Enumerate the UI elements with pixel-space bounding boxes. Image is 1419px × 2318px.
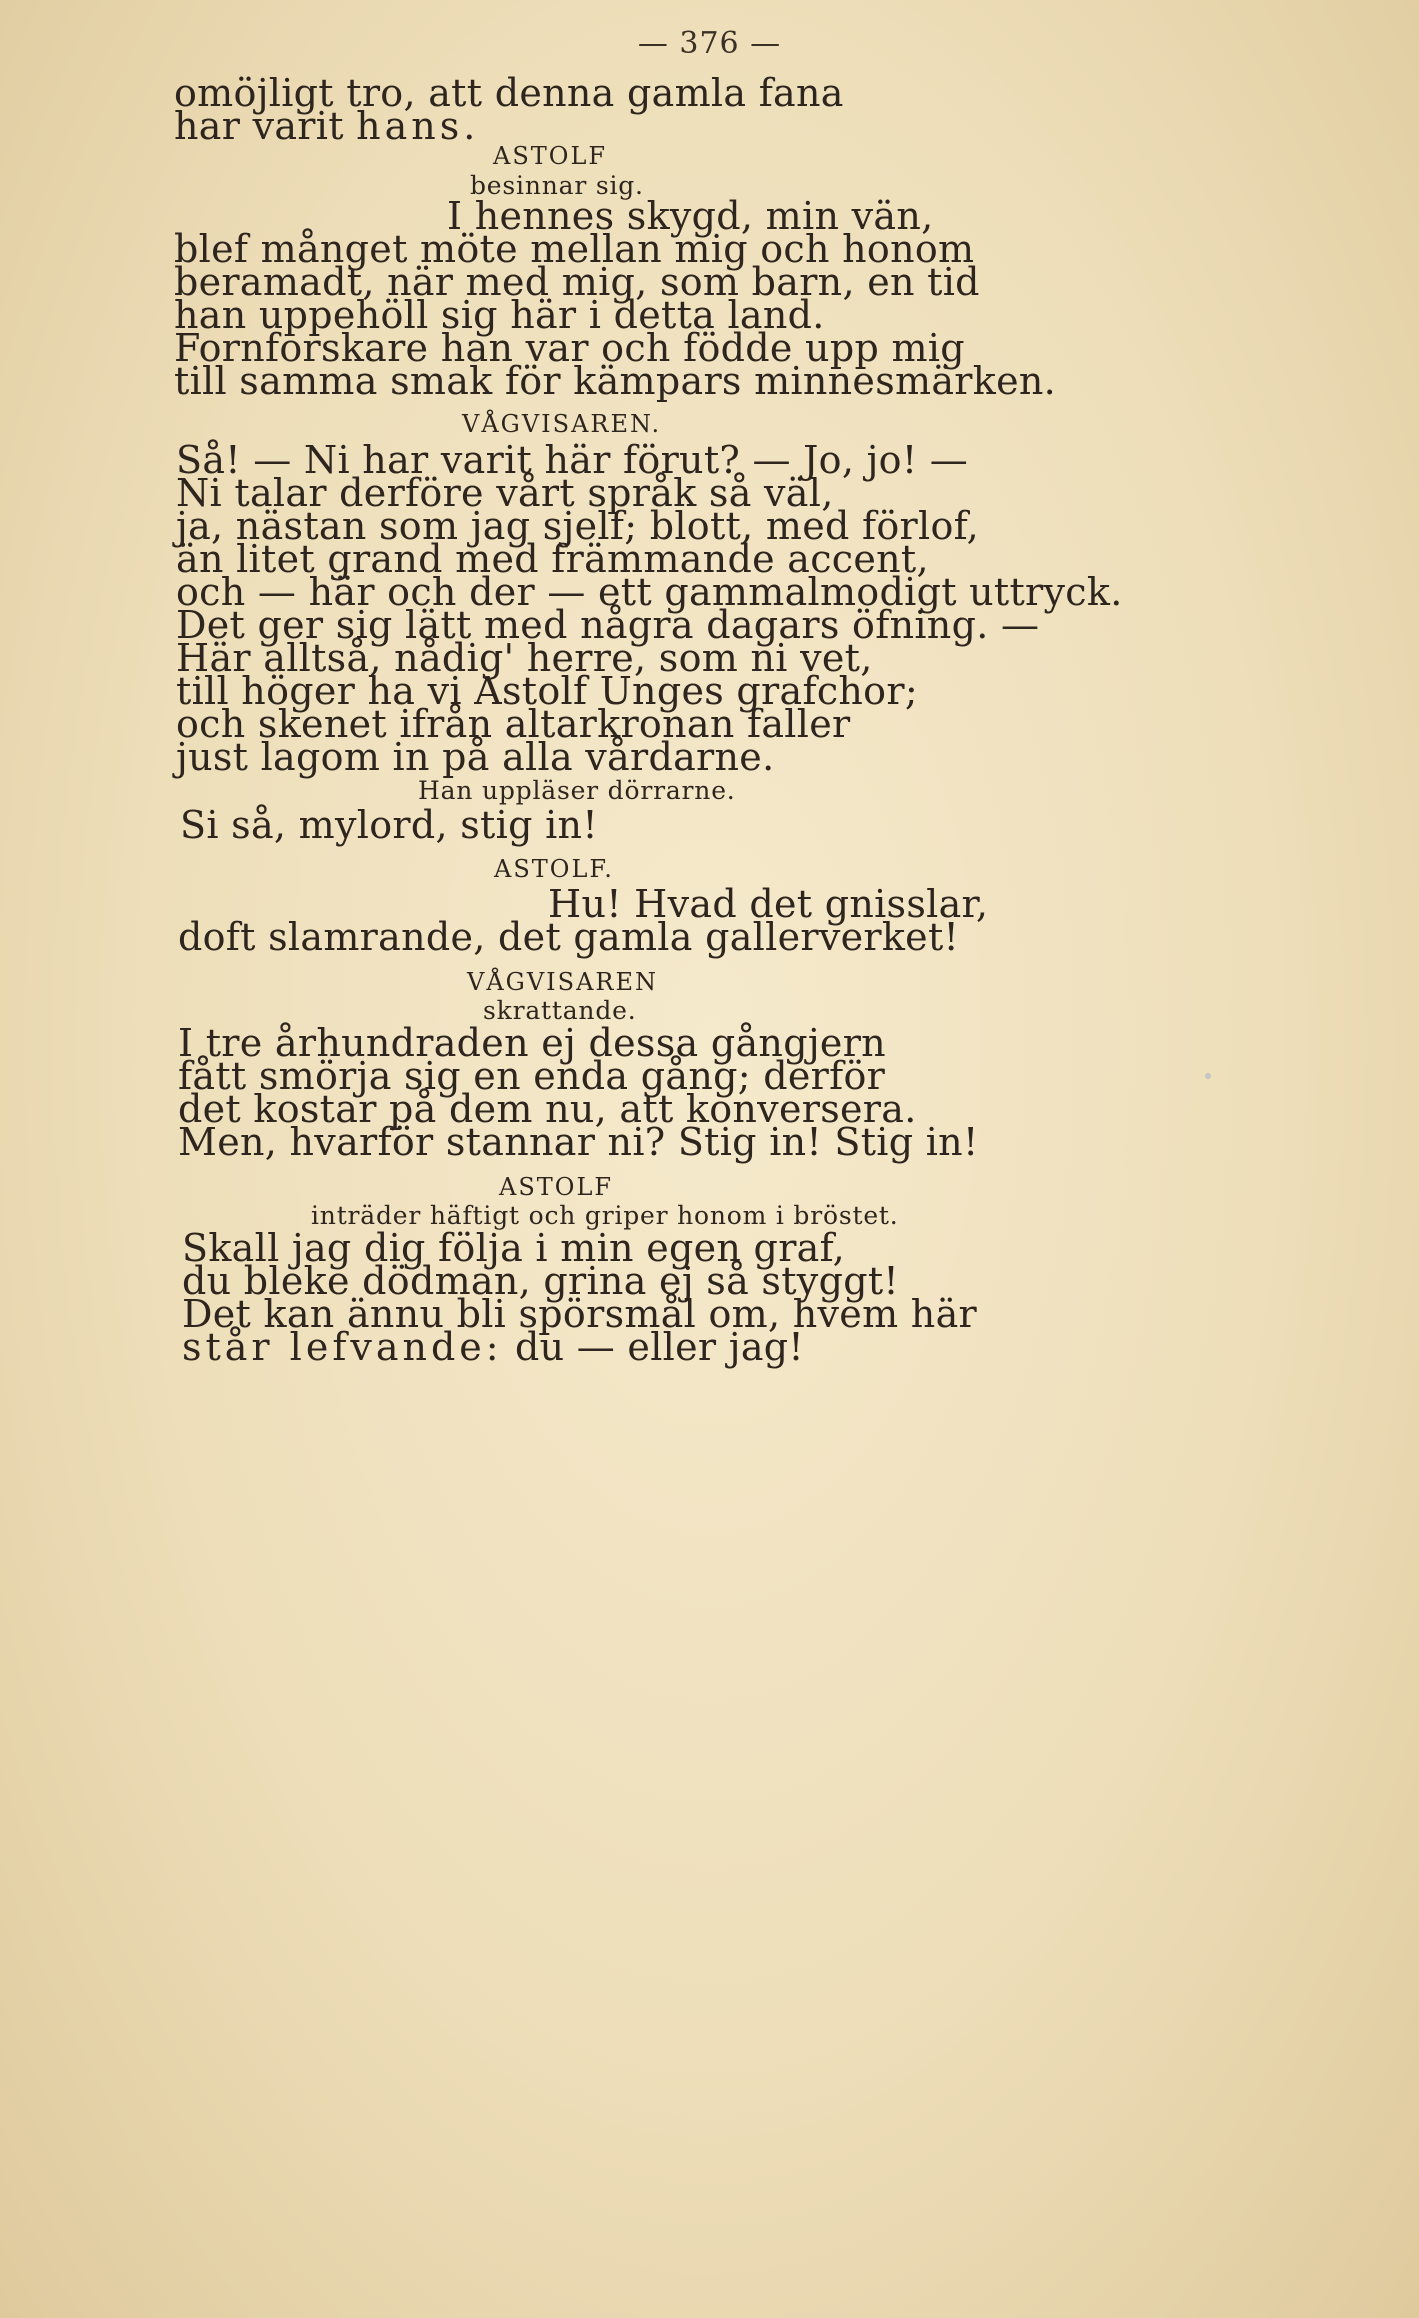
verse-text: har varit [174, 104, 357, 148]
verse-line: Men, hvarför stannar ni? Stig in! Stig in! [178, 1120, 979, 1164]
verse-line: och — här och der — ett gammalmodigt uttryck. [176, 570, 1123, 614]
emphasized-phrase: står lefvande: [182, 1325, 503, 1369]
verse-line: Fornforskare han var och födde upp mig [174, 326, 965, 370]
verse-line: till höger ha vi Astolf Unges grafchor; [176, 669, 918, 713]
verse-line: omöjligt tro, att denna gamla fana [174, 71, 844, 115]
verse-line: fått smörja sig en enda gång; derför [178, 1054, 886, 1098]
verse-line: Ni talar derföre vårt språk så väl, [176, 471, 834, 515]
verse-line: och skenet ifrån altarkronan faller [176, 702, 851, 746]
speaker-name: ASTOLF [493, 142, 608, 170]
speaker-name: ASTOLF [499, 1173, 614, 1201]
verse-line: Det ger sig lätt med några dagars öfning. — [176, 603, 1040, 647]
paper-speck [1205, 1073, 1211, 1079]
verse-line: Hu! Hvad det gnisslar, [548, 882, 989, 926]
emphasized-word: hans. [356, 104, 480, 148]
page-number: — 376 — [637, 26, 782, 61]
verse-line [182, 1325, 804, 1369]
verse-line: blef månget möte mellan mig och honom [174, 227, 975, 271]
verse-text: du — eller jag! [502, 1325, 804, 1369]
verse-line: ja, nästan som jag sjelf; blott, med förlof, [176, 504, 980, 548]
stage-direction: skrattande. [483, 996, 637, 1025]
verse-line: doft slamrande, det gamla gallerverket! [178, 915, 960, 959]
verse-line: än litet grand med främmande accent, [176, 537, 929, 581]
speaker-name: VÅGVISAREN [467, 968, 659, 996]
speaker-name: ASTOLF. [494, 855, 614, 883]
verse-line: han uppehöll sig här i detta land. [174, 293, 825, 337]
verse-line: Si så, mylord, stig in! [180, 803, 598, 847]
verse-line: just lagom in på alla vårdarne. [176, 735, 775, 779]
stage-direction: besinnar sig. [470, 171, 644, 200]
verse-line: Skall jag dig följa i min egen graf, [182, 1226, 845, 1270]
verse-line: Här alltså, nådig' herre, som ni vet, [176, 636, 873, 680]
verse-line: I hennes skygd, min vän, [447, 194, 934, 238]
verse-line: till samma smak för kämpars minnesmärken. [174, 359, 1057, 403]
stage-direction: inträder häftigt och griper honom i bröstet. [311, 1201, 899, 1230]
verse-line: Det kan ännu bli spörsmål om, hvem här [182, 1292, 978, 1336]
verse-line [174, 104, 480, 148]
verse-line: I tre århundraden ej dessa gångjern [178, 1021, 886, 1065]
verse-line: beramadt, när med mig, som barn, en tid [174, 260, 980, 304]
speaker-name: VÅGVISAREN. [462, 410, 662, 438]
verse-line: du bleke dödman, grina ej så styggt! [182, 1259, 899, 1303]
verse-line: Så! — Ni har varit här förut? — Jo, jo! — [176, 438, 969, 482]
verse-line: det kostar på dem nu, att konversera. [178, 1087, 917, 1131]
stage-direction: Han uppläser dörrarne. [418, 776, 736, 805]
